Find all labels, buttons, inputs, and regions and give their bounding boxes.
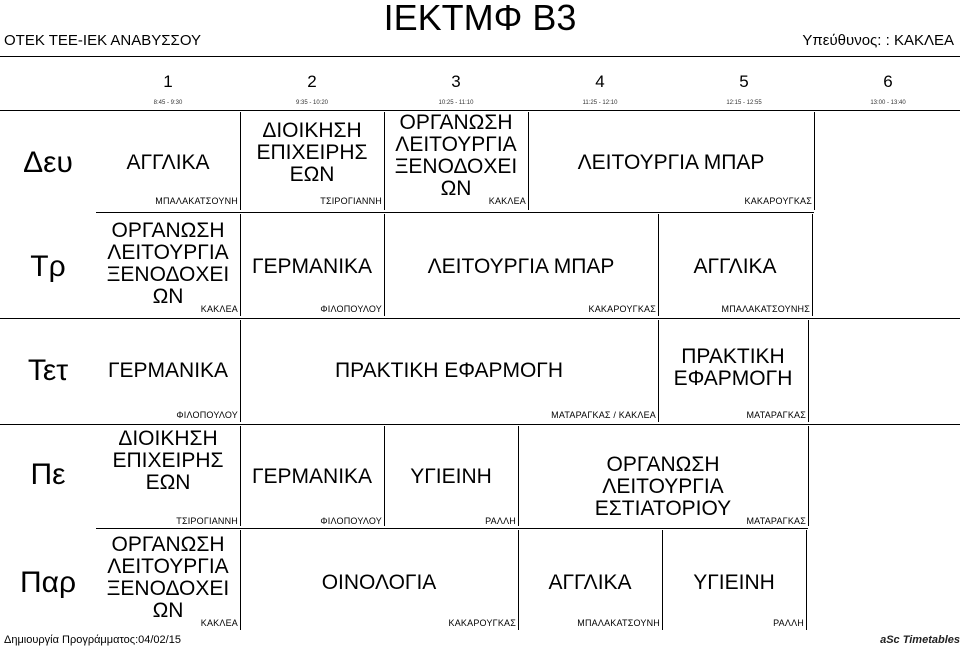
lesson-subject: ΑΓΓΛΙΚΑ [548,571,632,594]
period-number-2: 2 [307,72,317,91]
period-time-5: 12:15 - 12:55 [726,100,762,106]
lesson-subject: ΟΡΓΑΝΩΣΗ ΛΕΙΤΟΥΡΓΙΑ ΞΕΝΟΔΟΧΕΙ ΩΝ [106,219,230,308]
lesson-teacher: ΚΑΚΛΕΑ [488,196,526,206]
lesson-teacher: ΜΑΤΑΡΑΓΚΑΣ [746,516,806,526]
lesson-cell[interactable] [384,426,518,528]
period-time-4: 11:25 - 12:10 [582,100,618,106]
lesson-teacher: ΦΙΛΟΠΟΥΛΟΥ [176,410,238,420]
lesson-teacher: ΚΑΚΑΡΟΥΓΚΑΣ [448,618,516,628]
lesson-teacher: ΚΑΚΛΕΑ [200,304,238,314]
page-title: ΙΕΚΤΜΦ Β3 [383,0,577,38]
lesson-subject: ΑΓΓΛΙΚΑ [693,255,777,278]
lesson-cell[interactable] [384,112,528,212]
day-label-friday: Παρ [19,566,77,599]
lesson-cell[interactable] [96,112,240,212]
cell-divider [806,530,807,630]
lesson-cell[interactable] [240,214,384,318]
period-number-1: 1 [163,72,173,91]
lesson-cell[interactable] [240,426,384,528]
lesson-cell[interactable] [96,426,240,528]
lesson-cell[interactable] [384,214,658,318]
lesson-teacher: ΚΑΚΛΕΑ [200,618,238,628]
lesson-cell[interactable] [96,214,240,318]
school-name: ΟΤΕΚ ΤΕΕ-ΙΕΚ ΑΝΑΒΥΣΣΟΥ [4,32,202,49]
lesson-cell[interactable] [658,320,808,424]
lesson-cell[interactable] [518,426,808,528]
lesson-teacher: ΜΑΤΑΡΑΓΚΑΣ [746,410,806,420]
lesson-subject: ΓΕΡΜΑΝΙΚΑ [107,359,229,382]
lesson-teacher: ΤΣΙΡΟΓΙΑΝΝΗ [176,516,238,526]
lesson-subject: ΓΕΡΜΑΝΙΚΑ [251,255,373,278]
lesson-teacher: ΜΑΤΑΡΑΓΚΑΣ / ΚΑΚΛΕΑ [551,410,656,420]
period-time-6: 13:00 - 13:40 [870,100,906,106]
cell-divider [814,112,815,210]
lesson-subject: ΓΕΡΜΑΝΙΚΑ [251,465,373,488]
lesson-subject: ΔΙΟΙΚΗΣΗ ΕΠΙΧΕΙΡΗΣ ΕΩΝ [256,119,368,186]
lesson-subject: ΛΕΙΤΟΥΡΓΙΑ ΜΠΑΡ [577,151,765,174]
day-label-tuesday: Τρ [30,250,66,283]
lesson-cell[interactable] [240,530,518,632]
lesson-teacher: ΜΠΑΛΑΚΑΤΣΟΥΝΗΣ [721,304,810,314]
responsible-teacher: Υπεύθυνος: : ΚΑΚΛΕΑ [802,32,954,49]
period-number-3: 3 [451,72,461,91]
lesson-teacher: ΡΑΛΛΗ [773,618,804,628]
lesson-subject: ΟΡΓΑΝΩΣΗ ΛΕΙΤΟΥΡΓΙΑ ΞΕΝΟΔΟΧΕΙ ΩΝ [394,111,518,200]
lesson-teacher: ΚΑΚΑΡΟΥΓΚΑΣ [744,196,812,206]
lesson-teacher: ΤΣΙΡΟΓΙΑΝΝΗ [320,196,382,206]
row-divider [96,528,808,529]
lesson-teacher: ΜΠΑΛΑΚΑΤΣΟΥΝΗ [155,196,238,206]
period-number-6: 6 [883,72,893,91]
lesson-cell[interactable] [240,112,384,212]
lesson-teacher: ΦΙΛΟΠΟΥΛΟΥ [320,304,382,314]
cell-divider [808,426,809,526]
lesson-subject: ΥΓΙΕΙΝΗ [693,571,775,594]
brand-label: aSc Timetables [880,634,960,646]
day-label-wednesday: Τετ [27,354,69,387]
lesson-teacher: ΚΑΚΑΡΟΥΓΚΑΣ [588,304,656,314]
lesson-teacher: ΜΠΑΛΑΚΑΤΣΟΥΝΗ [577,618,660,628]
period-time-3: 10:25 - 11:10 [438,100,474,106]
cell-divider [812,214,813,316]
lesson-cell[interactable] [240,320,658,424]
created-date: Δημιουργία Προγράμματος:04/02/15 [4,634,181,646]
lesson-subject: ΠΡΑΚΤΙΚΗ ΕΦΑΡΜΟΓΗ [334,359,564,382]
header-top-rule [0,56,960,57]
lesson-subject: ΟΡΓΑΝΩΣΗ ΛΕΙΤΟΥΡΓΙΑ ΕΣΤΙΑΤΟΡΙΟΥ [594,453,732,520]
lesson-cell[interactable] [528,112,814,212]
row-divider-wed-thu [0,424,960,425]
lesson-subject: ΟΙΝΟΛΟΓΙΑ [321,571,437,594]
row-divider-tue-wed [0,318,960,319]
lesson-cell[interactable] [518,530,662,632]
lesson-cell[interactable] [662,530,806,632]
period-time-2: 9:35 - 10:20 [295,100,329,106]
lesson-subject: ΑΓΓΛΙΚΑ [126,151,210,174]
lesson-subject: ΟΡΓΑΝΩΣΗ ΛΕΙΤΟΥΡΓΙΑ ΞΕΝΟΔΟΧΕΙ ΩΝ [106,533,230,622]
period-number-4: 4 [595,72,605,91]
lesson-subject: ΥΓΙΕΙΝΗ [410,465,492,488]
lesson-cell[interactable] [96,530,240,632]
lesson-subject: ΠΡΑΚΤΙΚΗ ΕΦΑΡΜΟΓΗ [673,345,793,390]
day-label-monday: Δευ [23,146,73,179]
period-time-1: 8:45 - 9:30 [153,100,183,106]
lesson-cell[interactable] [96,320,240,424]
lesson-subject: ΛΕΙΤΟΥΡΓΙΑ ΜΠΑΡ [427,255,615,278]
lesson-subject: ΔΙΟΙΚΗΣΗ ΕΠΙΧΕΙΡΗΣ ΕΩΝ [112,427,224,494]
cell-divider [808,320,809,422]
lesson-teacher: ΦΙΛΟΠΟΥΛΟΥ [320,516,382,526]
row-divider [96,212,814,213]
period-number-5: 5 [739,72,749,91]
day-label-thursday: Πε [30,458,66,491]
lesson-cell[interactable] [658,214,812,318]
lesson-teacher: ΡΑΛΛΗ [485,516,516,526]
